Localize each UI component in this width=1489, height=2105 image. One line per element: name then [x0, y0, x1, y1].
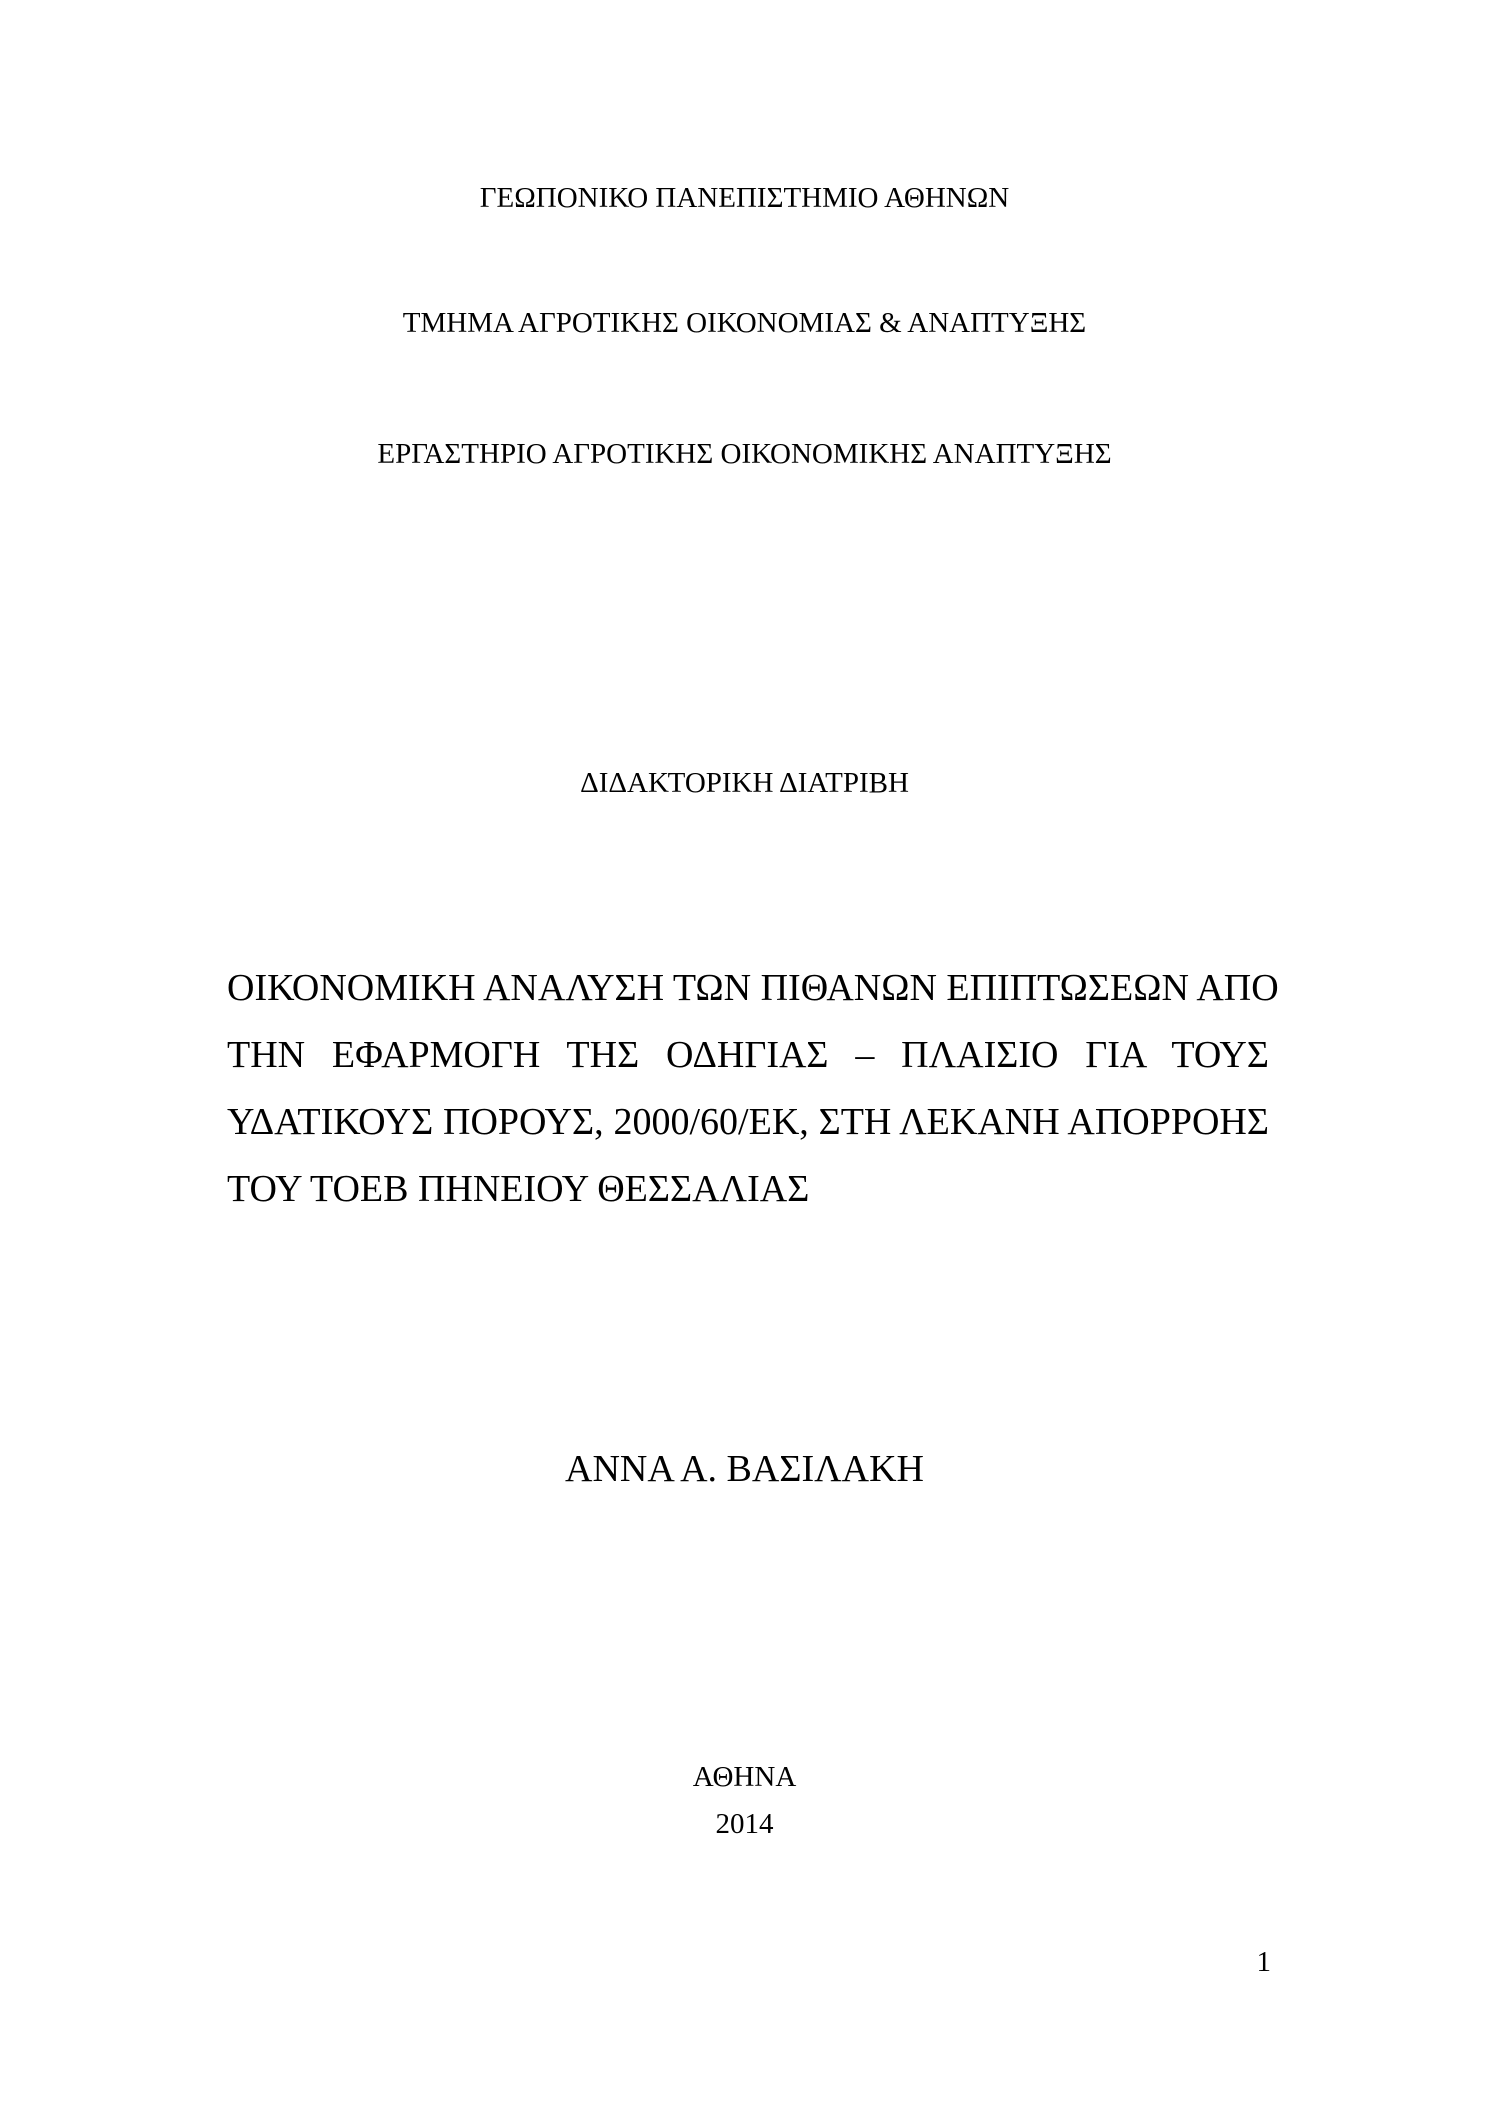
- city: ΑΘΗΝΑ: [692, 1761, 797, 1793]
- page-number: 1: [1256, 1946, 1271, 1978]
- title-line: ΤΟΥ ΤΟΕΒ ΠΗΝΕΙΟΥ ΘΕΣΣΑΛΙΑΣ: [227, 1168, 810, 1210]
- document-type: ΔΙΔΑΚΤΟΡΙΚΗ ΔΙΑΤΡΙΒΗ: [580, 767, 909, 799]
- department-name: ΤΜΗΜΑ ΑΓΡΟΤΙΚΗΣ ΟΙΚΟΝΟΜΙΑΣ & ΑΝΑΠΤΥΞΗΣ: [402, 307, 1087, 339]
- title-line: ΟΙΚΟΝΟΜΙΚΗ ΑΝΑΛΥΣΗ ΤΩΝ ΠΙΘΑΝΩΝ ΕΠΙΠΤΩΣΕΩΝ ΑΠΟ: [227, 967, 1279, 1009]
- title-line: ΥΔΑΤΙΚΟΥΣ ΠΟΡΟΥΣ, 2000/60/ΕΚ, ΣΤΗ ΛΕΚΑΝΗ ΑΠΟΡΡΟΗΣ: [227, 1101, 1269, 1143]
- laboratory-name: ΕΡΓΑΣΤΗΡΙΟ ΑΓΡΟΤΙΚΗΣ ΟΙΚΟΝΟΜΙΚΗΣ ΑΝΑΠΤΥΞΗΣ: [377, 438, 1112, 470]
- year: 2014: [715, 1808, 774, 1840]
- title-line: ΤΗΝ ΕΦΑΡΜΟΓΗ ΤΗΣ ΟΔΗΓΙΑΣ – ΠΛΑΙΣΙΟ ΓΙΑ ΤΟΥΣ: [227, 1034, 1269, 1076]
- university-name: ΓΕΩΠΟΝΙΚΟ ΠΑΝΕΠΙΣΤΗΜΙΟ ΑΘΗΝΩΝ: [479, 182, 1010, 214]
- thesis-title: [227, 955, 1279, 1223]
- author-name: ΑΝΝΑ Α. ΒΑΣΙΛΑΚΗ: [565, 1448, 924, 1490]
